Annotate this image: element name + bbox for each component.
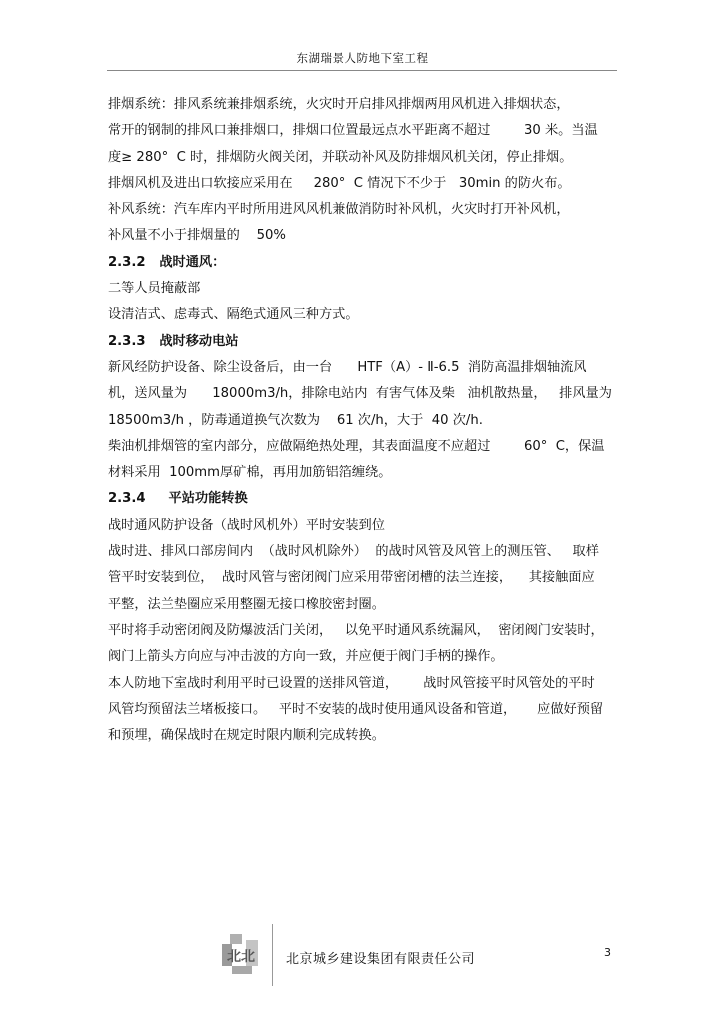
document-body [108,92,618,749]
footer-divider [272,924,273,986]
body-text-line: 新风经防护设备、除尘设备后，由一台 HTF（A）- Ⅱ-6.5 消防高温排烟轴流风 [108,359,587,375]
body-text-line: 机，送风量为 18000m3/h，排除电站内 有害气体及柴 油机散热量， 排风量为 [108,386,612,402]
company-logo-icon [216,930,266,980]
svg-text:北北: 北北 [227,948,255,964]
body-text-line: 补风量不小于排烟量的 50% [108,228,286,244]
body-text-line: 二等人员掩蔽部 [108,281,201,297]
section-heading: 2.3.4 平站功能转换 [108,491,248,507]
body-text-line: 管平时安装到位， 战时风管与密闭阀门应采用带密闭槽的法兰连接， 其接触面应 [108,570,595,586]
page-header-title: 东湖瑞景人防地下室工程 [296,51,429,65]
body-text-line: 和预埋，确保战时在规定时限内顺利完成转换。 [108,728,385,744]
body-text-line: 平时将手动密闭阀及防爆波活门关闭， 以免平时通风系统漏风， 密闭阀门安装时， [108,622,604,638]
body-text-line: 常开的钢制的排风口兼排烟口，排烟口位置最远点水平距离不超过 30 米。当温 [108,123,598,139]
body-text-line: 排烟风机及进出口软接应采用在 280° C 情况下不少于 30min 的防火布。 [108,175,571,191]
header-divider [107,70,617,71]
body-text-line: 风管均预留法兰堵板接口。 平时不安装的战时使用通风设备和管道， 应做好预留 [108,701,604,717]
body-text-line: 本人防地下室战时利用平时已设置的送排风管道， 战时风管接平时风管处的平时 [108,675,595,691]
body-text-line: 补风系统：汽车库内平时所用进风风机兼做消防时补风机，火灾时打开补风机， [108,202,570,218]
body-text-line: 18500m3/h ，防毒通道换气次数为 61 次/h，大于 40 次/h. [108,412,483,428]
section-heading: 2.3.2 战时通风： [108,254,226,270]
body-text-line: 战时通风防护设备（战时风机外）平时安装到位 [108,517,385,533]
body-text-line: 战时进、排风口部房间内 （战时风机除外） 的战时风管及风管上的测压管、 取样 [108,544,599,560]
body-text-line: 排烟系统：排风系统兼排烟系统，火灾时开启排风排烟两用风机进入排烟状态， [108,97,570,112]
body-text-line: 平整，法兰垫圈应采用整圈无接口橡胶密封圈。 [108,596,385,612]
body-text-line: 设清洁式、虑毒式、隔绝式通风三种方式。 [108,307,359,323]
body-text-line: 材料采用 100mm厚矿棉，再用加筋铝箔缠绕。 [108,465,392,481]
page-number: 3 [604,946,611,959]
body-text-line: 度≥ 280° C 时，排烟防火阀关闭，并联动补风及防排烟风机关闭，停止排烟。 [108,149,573,165]
body-text-line: 柴油机排烟管的室内部分，应做隔绝热处理，其表面温度不应超过 60° C，保温 [108,438,605,454]
footer-company-name: 北京城乡建设集团有限责任公司 [286,952,476,967]
section-heading: 2.3.3 战时移动电站 [108,333,239,349]
body-text-line: 阀门上箭头方向应与冲击波的方向一致，并应便于阀门手柄的操作。 [108,649,504,665]
